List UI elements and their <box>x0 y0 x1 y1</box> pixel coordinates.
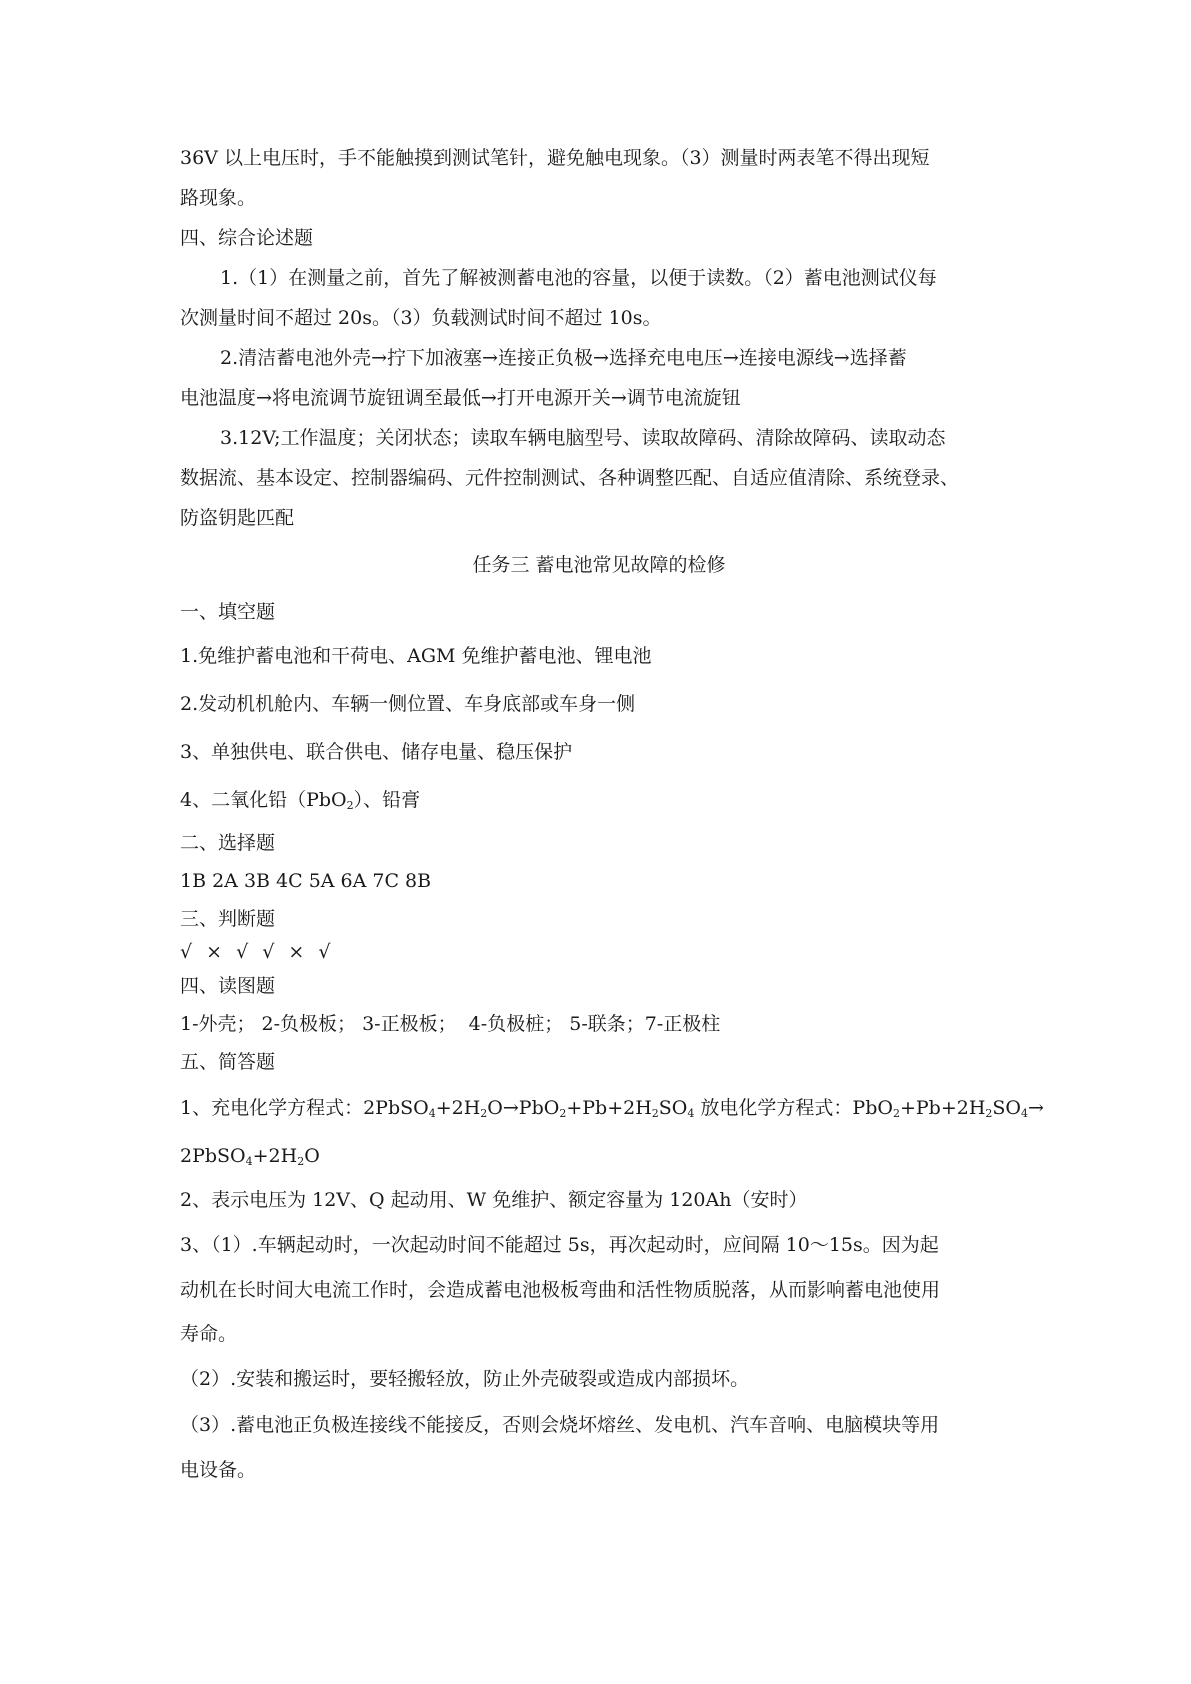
short-answer-2: 2、表示电压为 12V、Q 起动用、W 免维护、额定容量为 120Ah（安时） <box>180 1189 808 1211</box>
synthesis-q3-line-2: 数据流、基本设定、控制器编码、元件控制测试、各种调整匹配、自适应值清除、系统登录、 <box>180 467 960 489</box>
section-heading-synthesis: 四、综合论述题 <box>180 227 314 249</box>
short-answer-3-line-2: 动机在长时间大电流工作时，会造成蓄电池极板弯曲和活性物质脱落，从而影响蓄电池使用 <box>180 1279 941 1301</box>
fill-answer-4: 4、二氧化铅（PbO$_2$）、铅膏 <box>180 789 421 812</box>
task-title: 任务三 蓄电池常见故障的检修 <box>472 554 726 576</box>
continuation-line-1: 36V 以上电压时，手不能触摸到测试笔针，避免触电现象。（3）测量时两表笔不得出现短 <box>180 147 930 169</box>
choice-answers: 1B 2A 3B 4C 5A 6A 7C 8B <box>180 870 432 892</box>
short-answer-1-line-2: $2PbSO_4+2H_2O$ <box>180 1145 320 1168</box>
figure-answers: 1-外壳； 2-负极板； 3-正极板； 4-负极桩； 5-联条；7-正极柱 <box>180 1013 721 1035</box>
synthesis-q2-line-2: 电池温度→将电流调节旋钮调至最低→打开电源开关→调节电流旋钮 <box>180 387 741 409</box>
section-heading-choice: 二、选择题 <box>180 832 276 854</box>
short-answer-3-part-3-line-1: （3）.蓄电池正负极连接线不能接反，否则会烧坏熔丝、发电机、汽车音响、电脑模块等用 <box>180 1414 940 1436</box>
document-body <box>180 138 1044 1492</box>
fill-answer-2: 2.发动机机舱内、车辆一侧位置、车身底部或车身一侧 <box>180 693 636 715</box>
section-heading-short-answer: 五、简答题 <box>180 1051 276 1073</box>
fill-answer-3: 3、单独供电、联合供电、储存电量、稳压保护 <box>180 741 573 763</box>
section-heading-judge: 三、判断题 <box>180 908 276 930</box>
synthesis-q3-line-3: 防盗钥匙匹配 <box>180 507 295 529</box>
synthesis-q1-line-1: 1.（1）在测量之前，首先了解被测蓄电池的容量，以便于读数。（2）蓄电池测试仪每 <box>220 267 937 289</box>
short-answer-3-line-3: 寿命。 <box>180 1323 238 1345</box>
section-heading-figure: 四、读图题 <box>180 975 276 997</box>
short-answer-1-line-1: 1、充电化学方程式：$2PbSO_4+2H_2O\to PbO_2+Pb+2H_2SO_4$ 放电化学方程式：$PbO_2+Pb+2H_2SO_4\to$ <box>180 1097 1044 1120</box>
section-heading-fill-blank: 一、填空题 <box>180 601 276 623</box>
short-answer-3-line-1: 3、（1）.车辆起动时，一次起动时间不能超过 5s，再次起动时，应间隔 10～15s。因为起 <box>180 1234 939 1256</box>
short-answer-3-part-2: （2）.安装和搬运时，要轻搬轻放，防止外壳破裂或造成内部损坏。 <box>180 1368 750 1390</box>
synthesis-q3-line-1: 3.12V;工作温度；关闭状态；读取车辆电脑型号、读取故障码、清除故障码、读取动态 <box>220 427 946 449</box>
synthesis-q2-line-1: 2.清洁蓄电池外壳→拧下加液塞→连接正负极→选择充电电压→连接电源线→选择蓄 <box>220 347 907 369</box>
short-answer-3-part-3-line-2: 电设备。 <box>180 1459 257 1481</box>
continuation-line-2: 路现象。 <box>180 187 257 209</box>
judge-answers: √ × √ √ × √ <box>180 941 331 963</box>
fill-answer-1: 1.免维护蓄电池和干荷电、AGM 免维护蓄电池、锂电池 <box>180 645 652 667</box>
synthesis-q1-line-2: 次测量时间不超过 20s。（3）负载测试时间不超过 10s。 <box>180 307 662 329</box>
